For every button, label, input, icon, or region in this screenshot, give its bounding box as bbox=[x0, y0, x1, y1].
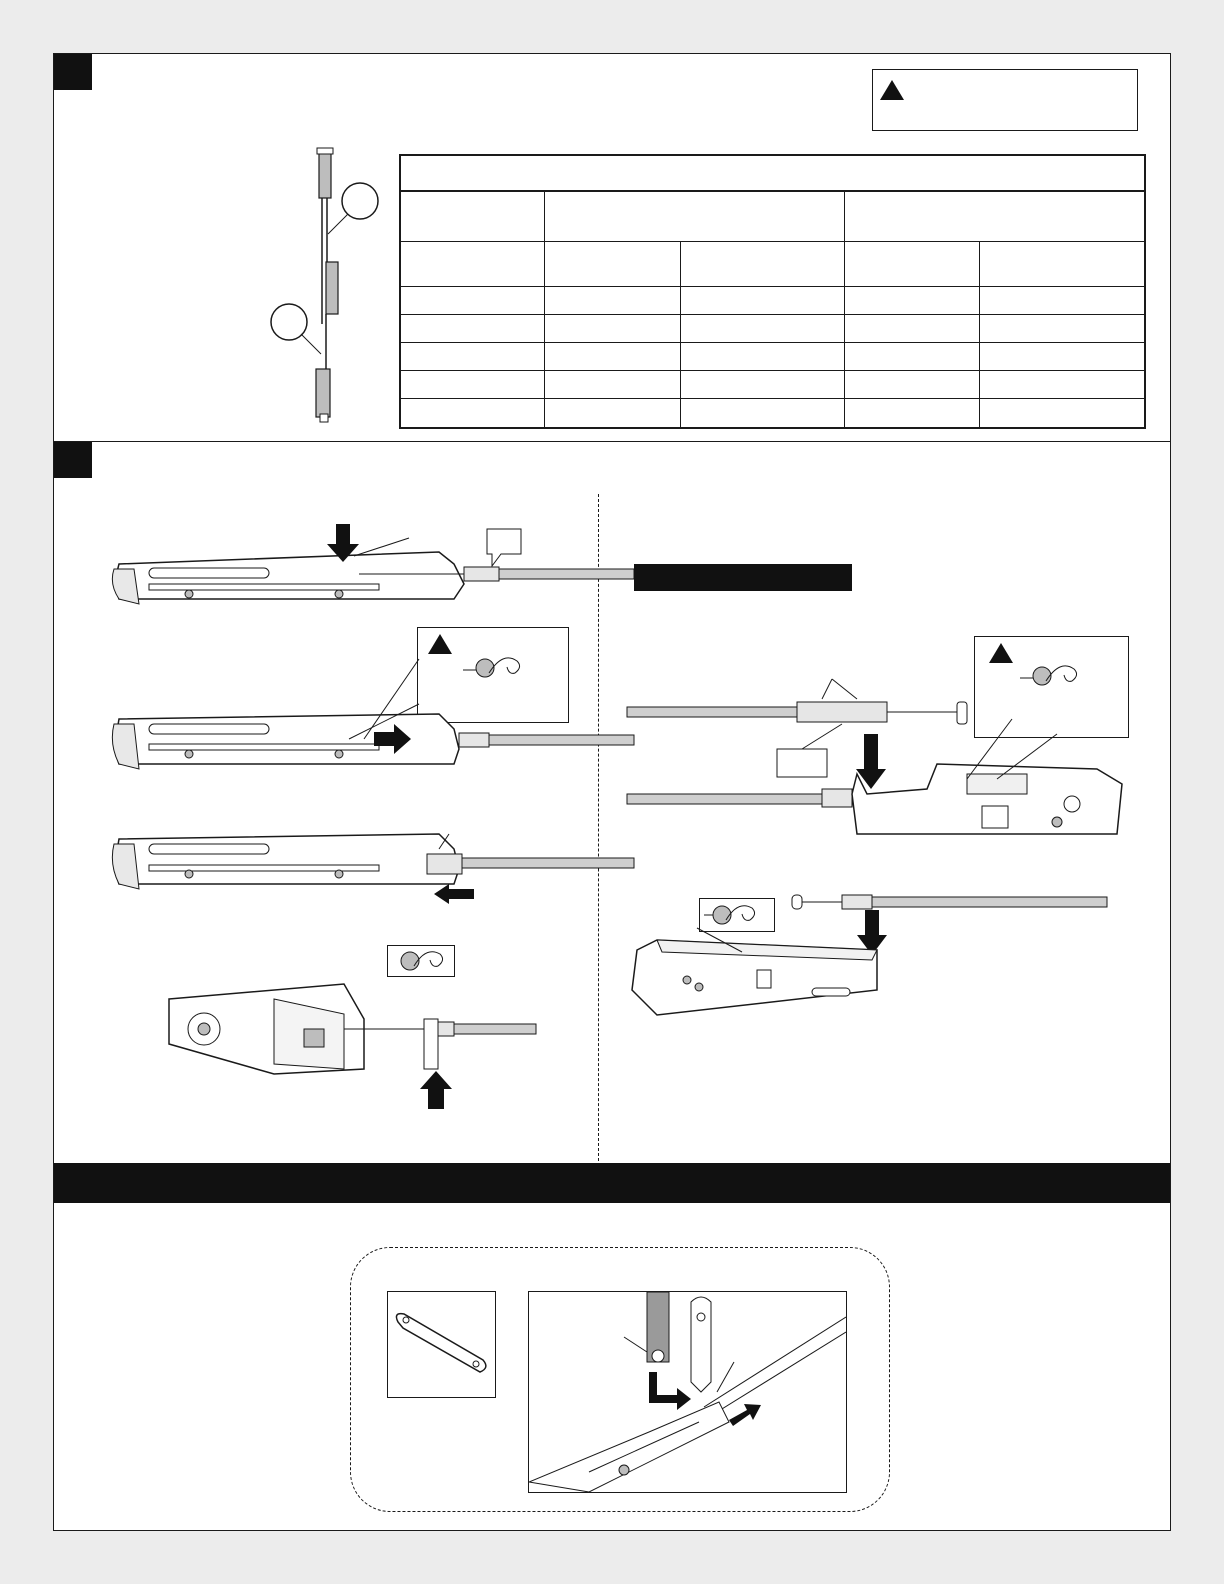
warning-triangle-icon bbox=[428, 634, 452, 654]
step-badge-top bbox=[54, 54, 92, 90]
table-row-line bbox=[401, 342, 1144, 343]
cable bbox=[872, 897, 1107, 907]
warning-triangle-icon bbox=[989, 643, 1013, 663]
cable-fitting bbox=[842, 895, 872, 909]
direction-arrow-icon bbox=[857, 910, 887, 955]
rod-end-top bbox=[319, 150, 331, 198]
direction-arrow-icon bbox=[420, 1071, 452, 1109]
rod-middle-part bbox=[326, 262, 338, 314]
cable bbox=[627, 707, 797, 717]
latch-illustration-2 bbox=[109, 714, 589, 784]
cable bbox=[627, 794, 822, 804]
table-row-line bbox=[401, 398, 1144, 399]
clip-callout-box bbox=[417, 627, 569, 723]
cable bbox=[454, 1024, 536, 1034]
cable-fitting bbox=[464, 567, 499, 581]
flat-wrench-tool bbox=[388, 1292, 495, 1397]
rod-assembly-diagram bbox=[264, 144, 394, 434]
table-row-line bbox=[401, 370, 1144, 371]
direction-arrow-icon bbox=[649, 1372, 691, 1410]
table-row-line bbox=[401, 286, 1144, 287]
cable-clip-icon bbox=[463, 653, 533, 683]
latch-illustration-right bbox=[627, 724, 1167, 884]
direction-arrow-icon bbox=[729, 1404, 761, 1426]
step-badge-middle bbox=[54, 442, 92, 478]
direction-arrow-icon bbox=[434, 884, 474, 904]
tool-thumbnail-box bbox=[387, 1291, 496, 1398]
cable-fitting bbox=[797, 702, 887, 722]
cable bbox=[499, 569, 634, 579]
latch-illustration-right-bottom bbox=[627, 890, 1127, 1030]
cable bbox=[462, 858, 634, 868]
dimension-table bbox=[399, 154, 1146, 429]
rod-end-bottom bbox=[316, 369, 330, 417]
section-header-bar bbox=[54, 1163, 1170, 1203]
callout-circle-upper bbox=[342, 183, 378, 219]
cable bbox=[489, 735, 634, 745]
lock-body-illustration bbox=[154, 974, 554, 1144]
column-separator bbox=[598, 494, 599, 1166]
warning-triangle-icon bbox=[880, 80, 904, 100]
clip-callout-box-small bbox=[387, 945, 455, 977]
latch-illustration-3 bbox=[109, 829, 589, 919]
table-row-line bbox=[401, 314, 1144, 315]
cable-clip-icon bbox=[1020, 661, 1090, 691]
tool-usage-box bbox=[528, 1291, 847, 1493]
label-tag bbox=[487, 529, 521, 566]
heading-bar bbox=[634, 564, 852, 591]
table-title-row bbox=[401, 156, 1144, 192]
clip-callout-box-right bbox=[974, 636, 1129, 738]
cable-clip-icon bbox=[394, 948, 454, 974]
section-divider bbox=[54, 441, 1170, 442]
latch-illustration-1 bbox=[109, 524, 589, 639]
tool-usage-illustration bbox=[529, 1292, 846, 1492]
caution-box bbox=[872, 69, 1138, 131]
instruction-page bbox=[53, 53, 1171, 1531]
